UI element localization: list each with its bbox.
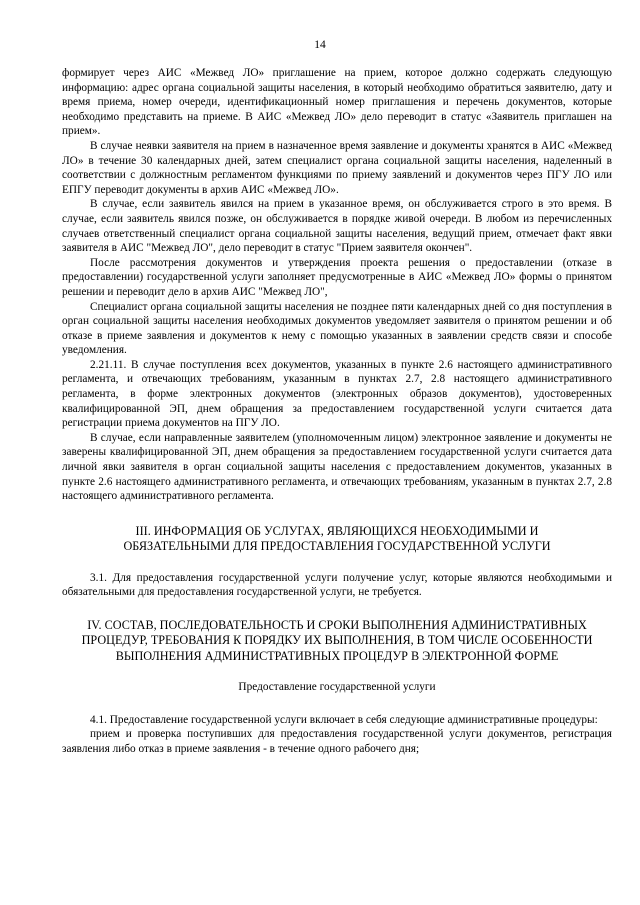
paragraph: Специалист органа социальной защиты населения не позднее пяти календарных дней со дня поступления в орган социальной защиты населения необходимых документов уведомляет заявителя о принятом решении и об отказе в приеме заявления и документов к нему с помощью указанных в заявлении средств связи и способе уведомления. xyxy=(62,300,612,357)
paragraph: 2.21.11. В случае поступления всех документов, указанных в пункте 2.6 настоящего административного регламента, и отвечающих требованиям, указанным в пунктах 2.7, 2.8 настоящего административного регламента, в форме электронных документов (электронных образов документов), удостоверенных квалифицированной ЭП, днем обращения за предоставлением государственной услуги считается дата регистрации приема документов на ПГУ ЛО. xyxy=(62,358,612,430)
paragraph: 4.1. Предоставление государственной услуги включает в себя следующие административные процедуры: xyxy=(90,713,598,726)
section-heading-3: III. ИНФОРМАЦИЯ ОБ УСЛУГАХ, ЯВЛЯЮЩИХСЯ НЕОБХОДИМЫМИ И ОБЯЗАТЕЛЬНЫМИ ДЛЯ ПРЕДОСТАВЛЕНИЯ ГОСУДАРСТВЕННОЙ УСЛУГИ xyxy=(123,523,551,554)
paragraph: В случае, если заявитель явился на прием в указанное время, он обслуживается строго в это время. В случае, если заявитель явился позже, он обслуживается в порядке живой очереди. В любом из перечисленных случаев ответственный специалист органа социальной защиты населения, ведущий прием, отмечает факт явки заявителя в АИС "Межвед ЛО", дело переводит в статус "Прием заявителя окончен". xyxy=(62,198,612,255)
subheading: Предоставление государственной услуги xyxy=(238,681,436,694)
paragraph: После рассмотрения документов и утверждения проекта решения о предоставлении (отказе в предоставлении) государственной услуги заполняет предусмотренные в АИС «Межвед ЛО» формы о принятом решении и переводит дело в архив АИС "Межвед ЛО", xyxy=(62,256,612,298)
paragraph: В случае, если направленные заявителем (уполномоченным лицом) электронное заявление и документы не заверены квалифицированной ЭП, днем обращения за предоставлением государственной услуги считается дата личной явки заявителя в орган социальной защиты населения с предоставлением документов, указанных в пункте 2.6 настоящего административного регламента, и отвечающих требованиям, указанным в пунктах 2.7, 2.8 настоящего административного регламента. xyxy=(62,431,612,503)
page-number: 14 xyxy=(314,39,326,51)
paragraph: прием и проверка поступивших для предоставления государственной услуги документов, регистрация заявления либо отказ в приеме заявления - в течение одного рабочего дня; xyxy=(62,728,612,755)
paragraph: 3.1. Для предоставления государственной услуги получение услуг, которые являются необходимыми и обязательными для предоставления государственной услуги, не требуется. xyxy=(62,571,612,599)
paragraph: В случае неявки заявителя на прием в назначенное время заявление и документы хранятся в АИС «Межвед ЛО» в течение 30 календарных дней, затем специалист органа социальной защиты населения, наделенный в соответствии с должностным регламентом функциями по приему заявлений и документов через ПГУ ЛО или ЕПГУ переводит документы в архив АИС «Межвед ЛО». xyxy=(62,139,612,196)
paragraph: формирует через АИС «Межвед ЛО» приглашение на прием, которое должно содержать следующую информацию: адрес органа социальной защиты населения, в который необходимо обратиться заявителю, дату и время приема, номер очереди, идентификационный номер приглашения и перечень документов, которые необходимо представить на приеме. В АИС «Межвед ЛО» дело переводит в статус «Заявитель приглашен на прием». xyxy=(62,67,612,138)
document-body xyxy=(62,66,612,756)
section-heading-4: IV. СОСТАВ, ПОСЛЕДОВАТЕЛЬНОСТЬ И СРОКИ ВЫПОЛНЕНИЯ АДМИНИСТРАТИВНЫХ ПРОЦЕДУР, ТРЕБОВАНИЯ К ПОРЯДКУ ИХ ВЫПОЛНЕНИЯ, В ТОМ ЧИСЛЕ ОСОБЕННОСТИ ВЫПОЛНЕНИЯ АДМИНИСТРАТИВНЫХ ПРОЦЕДУР В ЭЛЕКТРОННОЙ ФОРМЕ xyxy=(81,617,593,663)
